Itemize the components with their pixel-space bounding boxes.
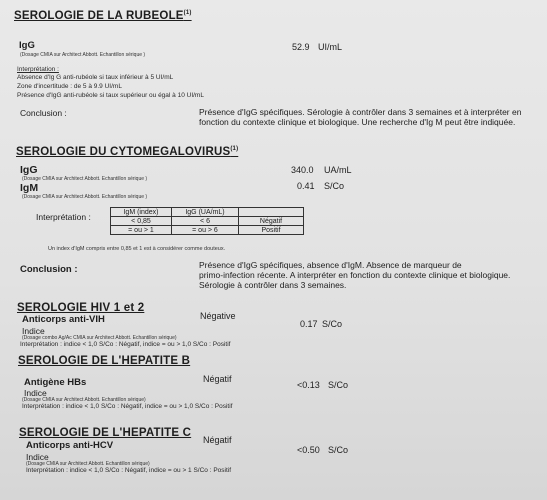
cmv-igm-method: (Dosage CMIA sur Architect Abbott. Echantillon sérique ) [22, 194, 148, 200]
hcv-index-unit: S/Co [328, 445, 349, 455]
hiv-index-label: Indice [22, 326, 45, 336]
cmv-interp-table [110, 207, 304, 235]
table-header-row [111, 208, 304, 217]
cmv-igm-value: 0.41 [297, 181, 315, 191]
hbs-result: Négatif [203, 374, 232, 384]
hcv-interp: Interprétation : indice < 1,0 S/Co : Négatif, indice = ou > 1 S/Co : Positif [26, 467, 232, 474]
table-header-cell [239, 208, 304, 217]
table-cell: < 0,85 [111, 217, 172, 226]
cmv-doubt-note: Un index d'IgM compris entre 0,85 et 1 est à considérer comme douteux. [48, 246, 226, 252]
cmv-conclusion-line: Sérologie à contrôler dans 3 semaines. [199, 280, 347, 290]
hbs-index-unit: S/Co [328, 380, 349, 390]
rubeole-igg-unit: UI/mL [318, 42, 343, 52]
cmv-igg-label: IgG [20, 164, 38, 176]
hiv-analyte: Anticorps anti-VIH [22, 314, 105, 325]
rubeole-igg-label: IgG [19, 40, 35, 51]
hiv-result: Négative [200, 311, 236, 321]
hcv-method: (Dosage CMIA sur Architect Abbott. Echantillon sérique) [26, 461, 150, 467]
table-cell: Positif [239, 226, 304, 235]
rubeole-interp-line: Présence d'IgG anti-rubéole si taux supérieur ou égal à 10 UI/mL [17, 92, 204, 99]
cmv-igm-unit: S/Co [324, 181, 345, 191]
rubeole-conclusion-text: Présence d'IgG spécifiques. Sérologie à contrôler dans 3 semaines et à interpréter en fonction du contexte clinique et biologique. Une recherche d'Ig M peut être indiquée. [199, 107, 522, 127]
rubeole-interp-title: Interprétation : [17, 66, 59, 73]
section-title-rubeole: SEROLOGIE DE LA RUBEOLE$^{(1)}$ [14, 10, 192, 22]
hbs-index-label: Indice [24, 388, 47, 398]
hcv-index-label: Indice [26, 452, 49, 462]
rubeole-conclusion-label: Conclusion : [20, 108, 67, 118]
section-title-hcv: SEROLOGIE DE L'HEPATITE C [19, 427, 192, 439]
table-cell: Négatif [239, 217, 304, 226]
table-cell: < 6 [172, 217, 239, 226]
hcv-result: Négatif [203, 435, 232, 445]
hbs-analyte: Antigène HBs [24, 377, 87, 388]
cmv-igg-value: 340.0 [291, 165, 314, 175]
cmv-interp-label: Interprétation : [36, 212, 91, 222]
table-header-cell: IgM (index) [111, 208, 172, 217]
hbs-interp: Interprétation : indice < 1,0 S/Co : Négatif, indice = ou > 1,0 S/Co : Positif [22, 403, 233, 410]
cmv-conclusion-line: Présence d'IgG spécifiques, absence d'IgM. Absence de marqueur de [199, 260, 462, 270]
hcv-index-value: <0.50 [297, 445, 320, 455]
cmv-conclusion-label: Conclusion : [20, 264, 78, 275]
hiv-index-unit: S/Co [322, 319, 343, 329]
cmv-igg-method: (Dosage CMIA sur Architect Abbott. Echantillon sérique ) [22, 176, 148, 182]
rubeole-interp-line: Zone d'incertitude : de 5 à 9.9 UI/mL [17, 83, 122, 90]
rubeole-igg-value: 52.9 [292, 42, 310, 52]
hcv-analyte: Anticorps anti-HCV [26, 440, 114, 451]
rubeole-igg-method: (Dosage CMIA sur Architect Abbott. Echantillon sérique ) [20, 52, 146, 58]
section-title-cmv: SEROLOGIE DU CYTOMEGALOVIRUS$^{(1)}$ [16, 146, 239, 158]
table-row [111, 226, 304, 235]
cmv-conclusion-line: primo-infection récente. A interpréter en fonction du contexte clinique et biologique. [199, 270, 511, 280]
hiv-interp: Interprétation : indice < 1,0 S/Co : Négatif, indice = ou > 1,0 S/Co : Positif [20, 341, 231, 348]
table-cell: = ou > 1 [111, 226, 172, 235]
table-header-cell: IgG (UA/mL) [172, 208, 239, 217]
hbs-method: (Dosage CMIA sur Architect Abbott. Echantillon sérique) [22, 397, 146, 403]
rubeole-interp-line: Absence d'Ig G anti-rubéole si taux inférieur à 5 UI/mL [17, 74, 174, 81]
section-title-hiv: SEROLOGIE HIV 1 et 2 [17, 302, 145, 314]
section-title-hbs: SEROLOGIE DE L'HEPATITE B [18, 355, 191, 367]
hiv-index-value: 0.17 [300, 319, 318, 329]
cmv-igg-unit: UA/mL [324, 165, 352, 175]
cmv-igm-label: IgM [20, 182, 39, 194]
hbs-index-value: <0.13 [297, 380, 320, 390]
table-cell: = ou > 6 [172, 226, 239, 235]
table-row [111, 217, 304, 226]
hiv-method: (Dosage combo Ag/Ac CMIA sur Architect Abbott. Echantillon sérique) [22, 335, 177, 341]
